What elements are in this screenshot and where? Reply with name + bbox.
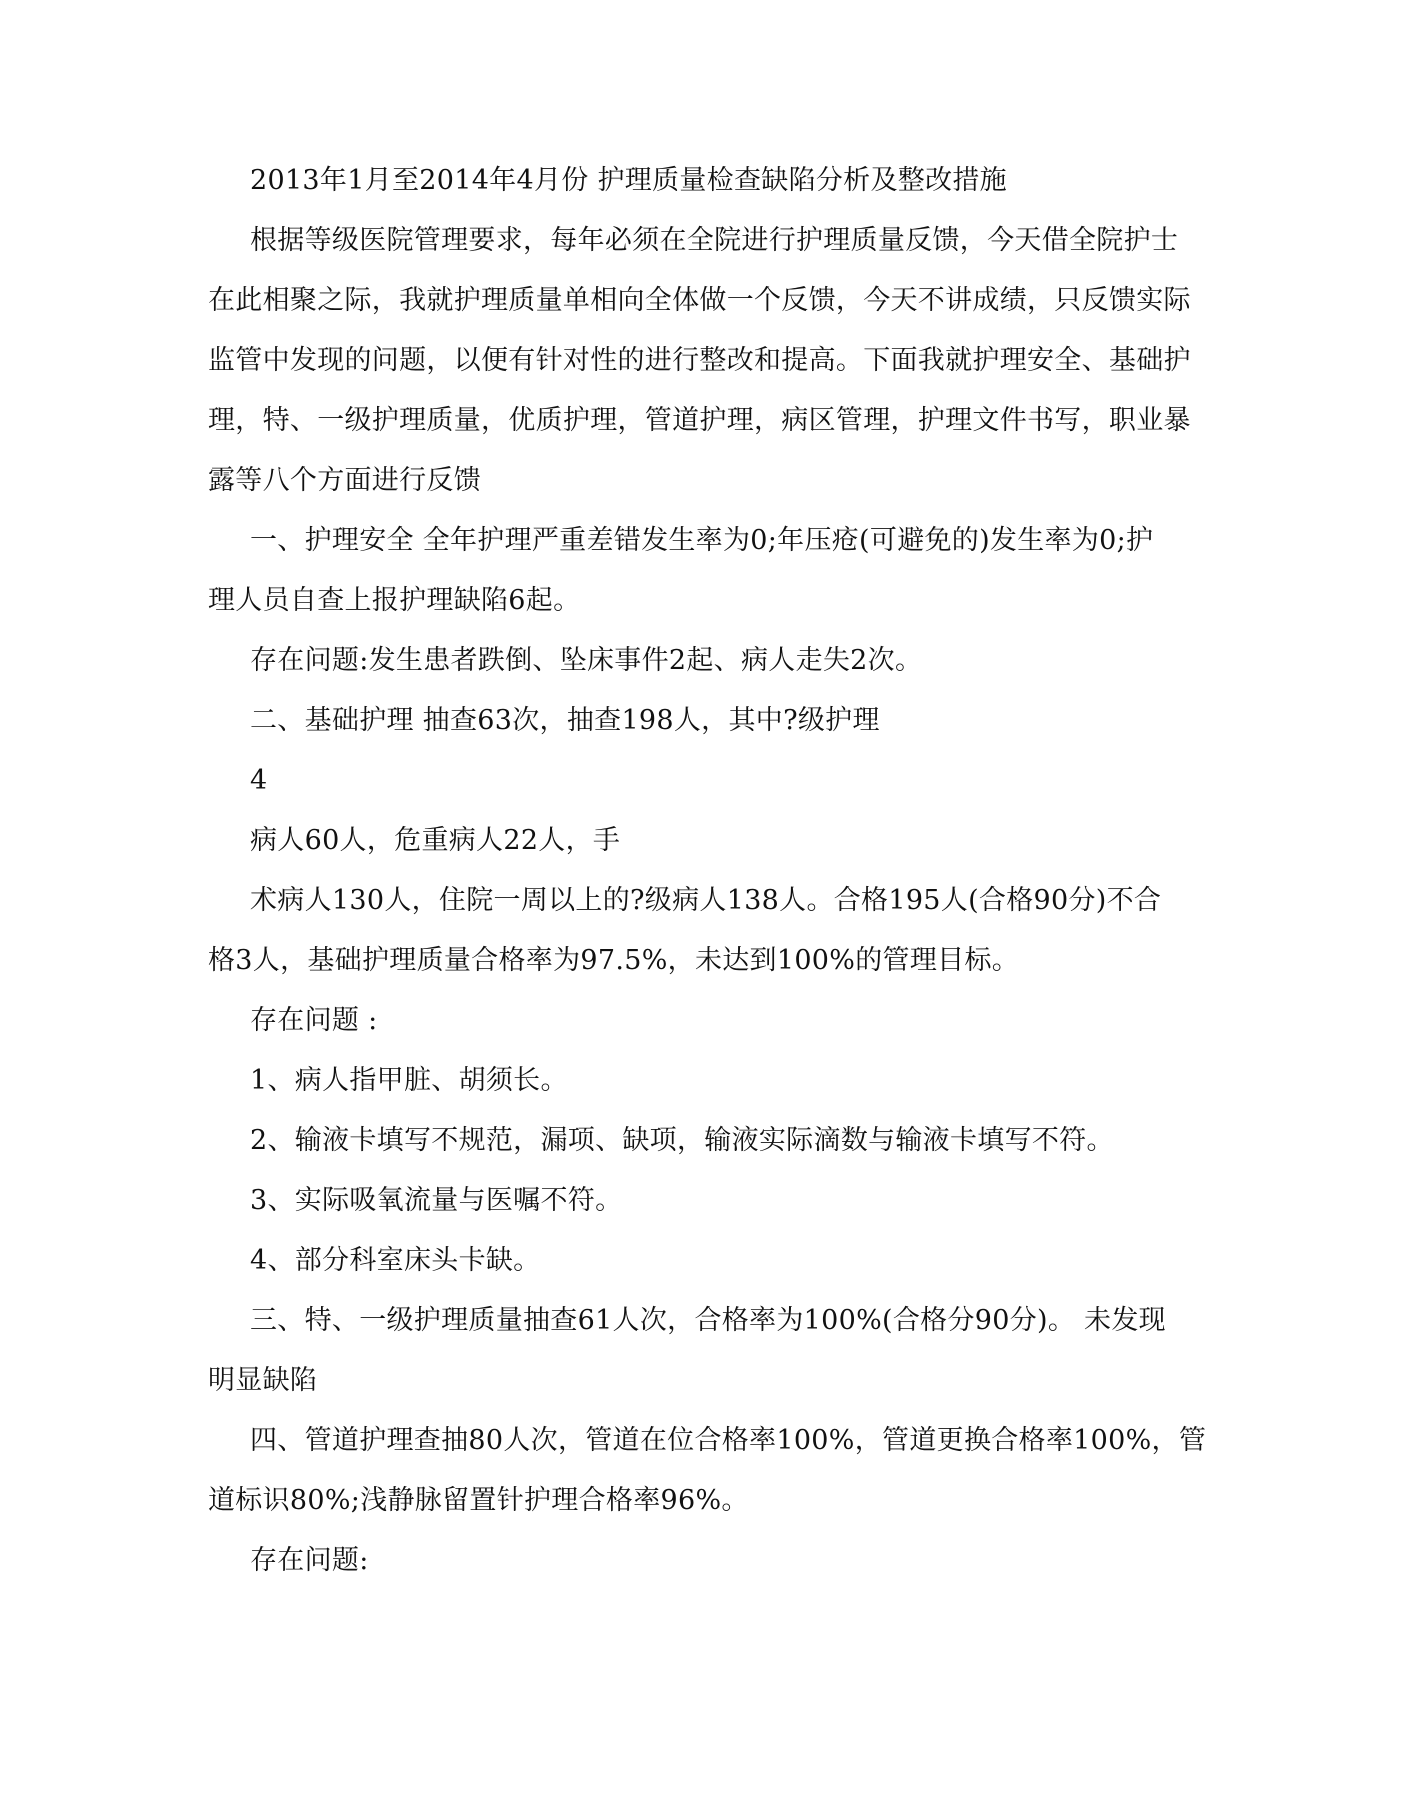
section1-line-2: 理人员自查上报护理缺陷6起。 [208, 585, 581, 616]
section2-line-4: 术病人130人，住院一周以上的?级病人138人。合格195人(合格90分)不合 [250, 885, 1162, 916]
section1-issue: 存在问题:发生患者跌倒、坠床事件2起、病人走失2次。 [250, 645, 923, 676]
section2-line-1: 二、基础护理 抽查63次，抽查198人，其中?级护理 [250, 705, 880, 736]
section3-line-2: 明显缺陷 [208, 1365, 318, 1396]
section2-issue-3: 3、实际吸氧流量与医嘱不符。 [250, 1185, 623, 1216]
section4-issue-heading: 存在问题: [250, 1545, 369, 1576]
section3-line-1: 三、特、一级护理质量抽查61人次，合格率为100%(合格分90分)。 未发现 [250, 1305, 1166, 1336]
section2-issue-4: 4、部分科室床头卡缺。 [250, 1245, 541, 1276]
intro-line-4: 理，特、一级护理质量，优质护理，管道护理，病区管理，护理文件书写，职业暴 [208, 405, 1191, 436]
intro-line-1: 根据等级医院管理要求，每年必须在全院进行护理质量反馈，今天借全院护士 [250, 225, 1179, 256]
section4-line-1: 四、管道护理查抽80人次，管道在位合格率100%，管道更换合格率100%，管 [250, 1425, 1207, 1456]
document-title: 2013年1月至2014年4月份 护理质量检查缺陷分析及整改措施 [250, 165, 1007, 196]
section1-line-1: 一、护理安全 全年护理严重差错发生率为0;年压疮(可避免的)发生率为0;护 [250, 525, 1154, 556]
section2-line-3: 病人60人，危重病人22人，手 [250, 825, 621, 856]
section2-issue-2: 2、输液卡填写不规范，漏项、缺项，输液实际滴数与输液卡填写不符。 [250, 1125, 1114, 1156]
intro-line-2: 在此相聚之际，我就护理质量单相向全体做一个反馈，今天不讲成绩，只反馈实际 [208, 285, 1191, 316]
section2-issue-heading: 存在问题 : [250, 1005, 378, 1036]
intro-line-5: 露等八个方面进行反馈 [208, 465, 481, 496]
section2-issue-1: 1、病人指甲脏、胡须长。 [250, 1065, 568, 1096]
intro-line-3: 监管中发现的问题，以便有针对性的进行整改和提高。下面我就护理安全、基础护 [208, 345, 1191, 376]
section4-line-2: 道标识80%;浅静脉留置针护理合格率96%。 [208, 1485, 749, 1516]
section2-line-5: 格3人，基础护理质量合格率为97.5%，未达到100%的管理目标。 [208, 945, 1020, 976]
section2-page-number: 4 [250, 765, 268, 796]
